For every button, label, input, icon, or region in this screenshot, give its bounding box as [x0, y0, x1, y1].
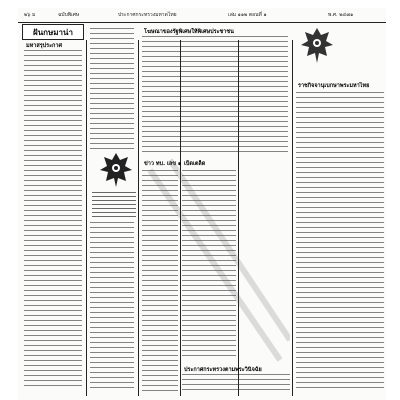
garuda-emblem-right-icon [300, 26, 334, 66]
emblem-caption [92, 192, 136, 218]
center-right-column-heading: เบ็ดเตล็ด [184, 161, 206, 167]
column-divider-2 [138, 40, 139, 396]
header-section: ประกาศกระทรวงมหาดไทย [118, 12, 177, 18]
center-top-text [142, 36, 288, 156]
header-date: ๒๖ ม [24, 12, 36, 18]
right-column-heading: ราชกิจจานุเบกษาพระมหาไทย [298, 83, 370, 89]
header-edition: ฉบับพิเศษ [58, 12, 80, 18]
right-column-text [296, 92, 384, 392]
second-column-text-upper [90, 28, 134, 150]
second-column-text-lower [90, 222, 134, 392]
header-book: เล่ม ๑๑๒ ตอนที่ ๑ [228, 12, 267, 18]
masthead-title: ฝันกษมาน่า [22, 24, 84, 40]
left-column-heading: มหาสรุประกาศ [26, 43, 62, 49]
middle-column-heading: ข่าว ทบ. เลข ๑ [144, 161, 182, 167]
watermark-stamp [140, 150, 290, 380]
bottom-heading: ประกาศกระทรวงตามพระวินิจฉัย [184, 367, 262, 373]
column-divider-5 [292, 40, 293, 396]
page-header [18, 8, 386, 22]
header-year: พ.ศ. ๒๔๗๑ [328, 12, 354, 18]
left-column-text [24, 50, 82, 390]
column-divider-1 [86, 40, 87, 396]
garuda-emblem-left-icon [98, 150, 134, 190]
header-rule [18, 22, 386, 23]
center-top-heading: โฆษณาของรัฐพิเศษให้พิเศษประชาชน [144, 29, 234, 35]
